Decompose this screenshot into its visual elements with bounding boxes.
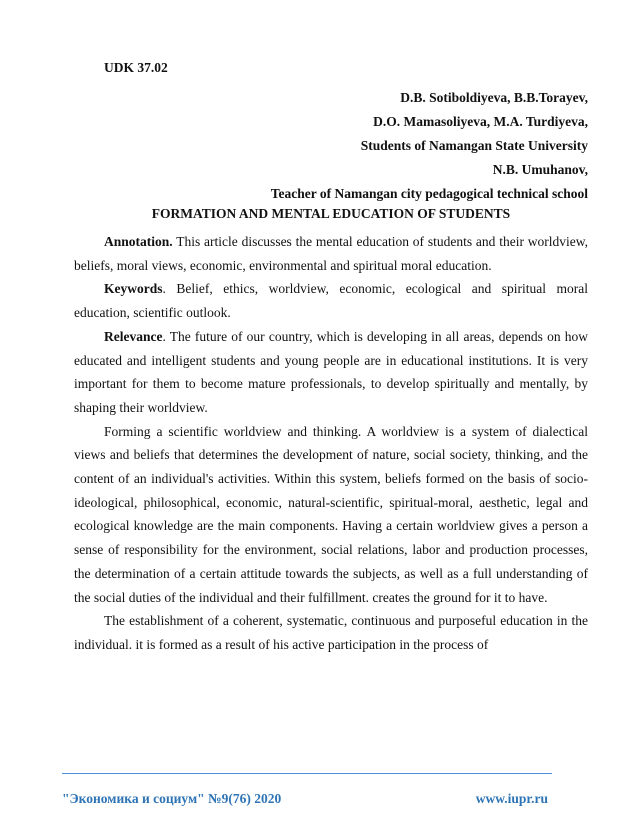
footer-journal-name: "Экономика и социум" №9(76) 2020 [62,791,282,806]
annotation-text: This article discusses the mental education of students and their worldview, beliefs, moral views, economic, environmental and spiritual moral education. [74,234,588,273]
authors-affiliation-students: Students of Namangan State University [360,138,588,153]
article-body [74,230,588,657]
article-title: FORMATION AND MENTAL EDUCATION OF STUDENTS [151,206,511,221]
keywords-label: Keywords [104,281,163,297]
relevance-label: Relevance [104,328,163,344]
body-paragraph-worldview: Forming a scientific worldview and thinking. A worldview is a system of dialectical views and beliefs that determines the development of nature, social society, thinking, and the content of an individual's activities. Within this system, beliefs formed on the basis of socio-ideological, philosophical, economic, natural-scientific, spiritual-moral, aesthetic, legal and ecological knowledge are the main components. Having a certain worldview gives a person a sense of responsibility for the environment, social relations, labor and production processes, the determination of a certain attitude towards the subjects, as well as a full understanding of the social duties of the individual and their fulfillment. creates the ground for it to have. [74,423,588,605]
annotation-paragraph [74,230,588,277]
authors-affiliation-teacher: Teacher of Namangan city pedagogical technical school [270,186,588,201]
udk-code: UDK 37.02 [104,60,168,75]
author-block [271,86,588,206]
footer-website: www.iupr.ru [475,791,548,806]
body-paragraph-education: The establishment of a coherent, systematic, continuous and purposeful education in the individual. it is formed as a result of his active participation in the process of [74,613,588,652]
annotation-label: Annotation. [104,234,173,249]
keywords-text: . Belief, ethics, worldview, economic, ecological and spiritual moral education, scientific outlook. [74,281,588,321]
relevance-text: . The future of our country, which is developing in all areas, depends on how educated and intelligent students and young people are in educational institutions. It is very important for them to become mature professionals, to develop spiritually and mentally, by shaping their worldview. [74,328,588,415]
relevance-paragraph [74,325,588,420]
keywords-paragraph [74,277,588,324]
authors-line-teacher: N.B. Umuhanov, [492,162,588,177]
authors-line-1: D.B. Sotiboldiyeva, B.B.Torayev, [400,90,588,105]
authors-line-2: D.O. Mamasoliyeva, M.A. Turdiyeva, [373,114,588,129]
footer-divider [62,773,552,774]
